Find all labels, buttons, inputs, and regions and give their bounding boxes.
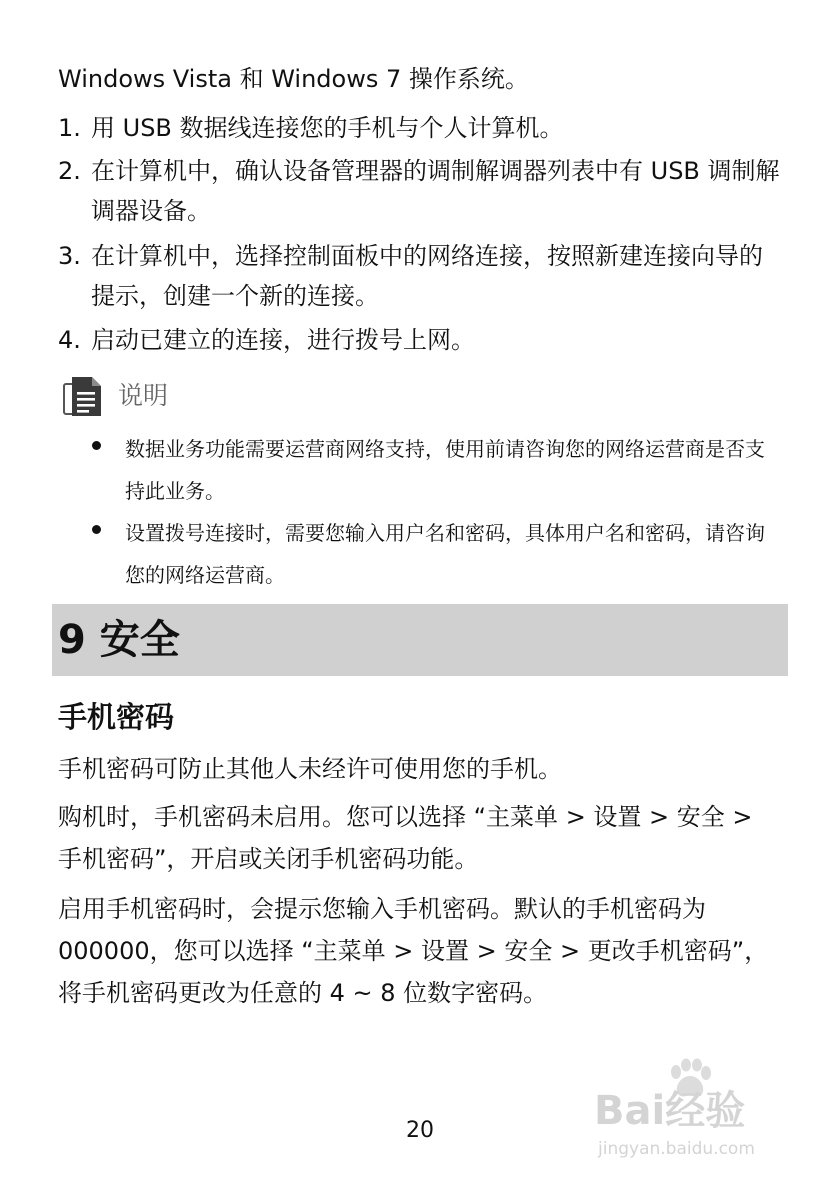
step-number: 2. [58,157,81,185]
step-item [58,236,783,316]
baidu-jingyan-watermark [594,1058,790,1162]
step-number: 3. [58,242,81,270]
bullet-dot-icon [92,441,101,450]
step-item [58,151,783,231]
chapter-title: 9 安全 [58,617,180,663]
note-label: 说明 [118,381,169,410]
page-number: 20 [406,1118,434,1143]
bullet-dot-icon [92,525,101,534]
note-bullet-text: 设置拨号连接时，需要您输入用户名和密码，具体用户名和密码，请咨询您的网络运营商。 [125,521,765,587]
section-title: 手机密码 [58,700,175,734]
step-number: 4. [58,326,81,354]
watermark-logo-text: Bai经验 [594,1088,746,1134]
body-paragraph: 购机时，手机密码未启用。您可以选择 “主菜单 > 设置 > 安全 > 手机密码”，开启或关闭手机密码功能。 [58,803,753,873]
watermark-url: jingyan.baidu.com [598,1139,755,1159]
step-text: 在计算机中，选择控制面板中的网络连接，按照新建连接向导的提示，创建一个新的连接。 [91,242,763,310]
step-text: 在计算机中，确认设备管理器的调制解调器列表中有 USB 调制解调器设备。 [91,157,780,225]
step-text: 用 USB 数据线连接您的手机与个人计算机。 [91,114,564,142]
note-bullet-text: 数据业务功能需要运营商网络支持，使用前请咨询您的网络运营商是否支持此业务。 [125,437,765,503]
note-bullet [92,428,772,512]
body-paragraph: 手机密码可防止其他人未经许可使用您的手机。 [58,755,562,783]
chapter-heading-band [52,604,788,676]
body-paragraph: 启用手机密码时，会提示您输入手机密码。默认的手机密码为 000000，您可以选择 “主菜单 > 设置 > 安全 > 更改手机密码”，将手机密码更改为任意的 4 ~ 8 位数字密码。 [58,895,769,1007]
step-item [58,108,783,148]
step-item [58,320,783,360]
intro-line: Windows Vista 和 Windows 7 操作系统。 [58,65,529,93]
note-document-icon [62,374,104,420]
step-text: 启动已建立的连接，进行拨号上网。 [91,326,475,354]
note-bullet [92,512,772,596]
step-number: 1. [58,114,81,142]
